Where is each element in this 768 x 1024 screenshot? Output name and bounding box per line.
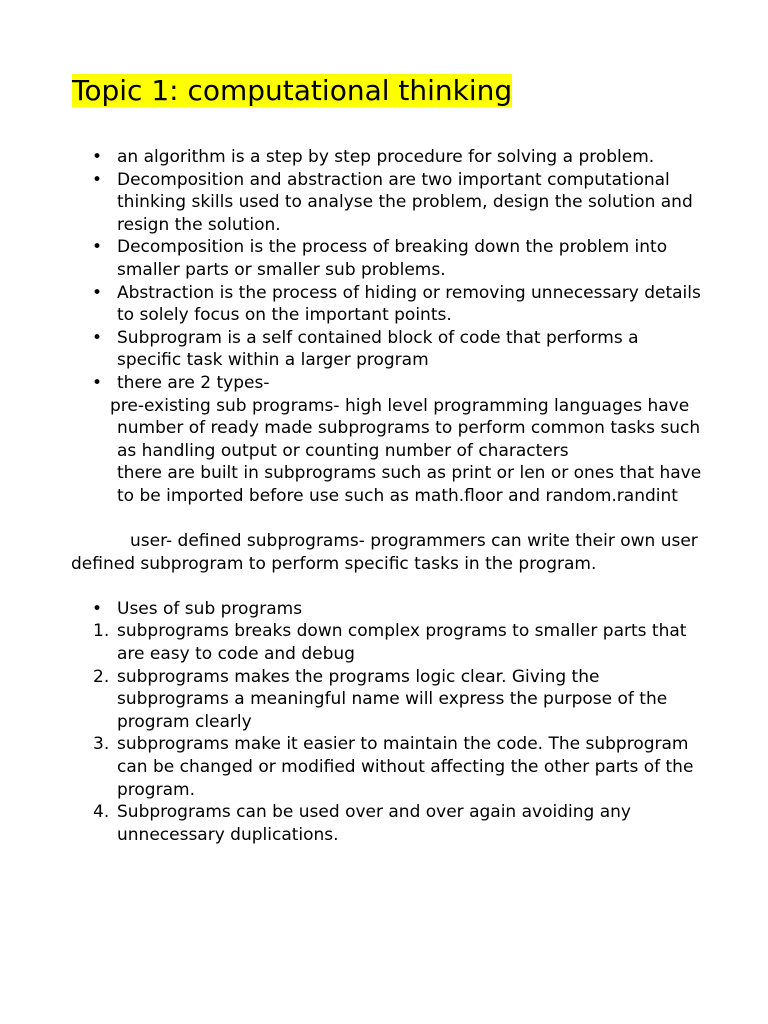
uses-numbered-list	[0, 620, 768, 846]
list-item	[0, 598, 768, 621]
bullet-marker: •	[92, 282, 103, 303]
bullet-marker: •	[92, 327, 103, 348]
numbered-item-text: subprograms breaks down complex programs to smaller parts that are easy to code and debug	[117, 621, 687, 665]
page-title	[70, 72, 514, 110]
list-item	[0, 372, 768, 395]
list-item	[0, 169, 768, 237]
spacer	[0, 508, 768, 531]
numbered-item-text: Subprograms can be used over and over again avoiding any unnecessary duplications.	[117, 802, 631, 845]
numbered-item-text: subprograms make it easier to maintain the code. The subprogram can be changed or modified without affecting the other parts of the program.	[117, 734, 694, 800]
list-item-text: there are 2 types-	[117, 372, 270, 393]
bullet-marker: •	[92, 169, 103, 190]
preexisting-subprograms-text: pre-existing sub programs- high level programming languages have number of ready made subprograms to perform common tasks such as handling output or counting number of characters	[110, 395, 701, 461]
numbered-item	[0, 620, 768, 665]
number-marker: 3.	[93, 734, 110, 755]
numbered-item-text: subprograms makes the programs logic clear. Giving the subprograms a meaningful name will express the purpose of the program clearly	[117, 666, 668, 732]
list-item	[0, 236, 768, 281]
list-item-text: Subprogram is a self contained block of code that performs a specific task within a larger program	[117, 327, 639, 371]
uses-heading: Uses of sub programs	[117, 598, 303, 619]
list-item	[0, 282, 768, 327]
bullet-marker: •	[92, 237, 103, 258]
list-item-text: Decomposition is the process of breaking down the problem into smaller parts or smaller sub problems.	[117, 237, 668, 280]
number-marker: 4.	[93, 802, 110, 823]
bullet-marker: •	[92, 372, 103, 393]
user-defined-subprograms-text: user- defined subprograms- programmers can write their own user defined subprogram to perform specific tasks in the program.	[71, 531, 698, 574]
numbered-item	[0, 666, 768, 734]
numbered-item	[0, 801, 768, 846]
uses-heading-list	[0, 598, 768, 621]
bullet-marker: •	[92, 598, 103, 619]
bullet-marker: •	[92, 147, 103, 167]
document-body	[0, 146, 768, 846]
list-item-text: Abstraction is the process of hiding or removing unnecessary details to solely focus on the important points.	[117, 282, 701, 326]
number-marker: 1.	[93, 621, 110, 642]
list-item-text: Decomposition and abstraction are two important computational thinking skills used to analyse the problem, design the solution and resign the solution.	[117, 169, 693, 235]
numbered-item	[0, 733, 768, 801]
spacer	[0, 575, 768, 598]
list-item-text: an algorithm is a step by step procedure for solving a problem.	[117, 147, 655, 167]
number-marker: 2.	[93, 666, 110, 687]
builtin-subprograms-text: there are built in subprograms such as print or len or ones that have to be imported before use such as math.floor and random.randint	[117, 463, 702, 506]
list-item	[0, 146, 768, 169]
bullet-list	[0, 146, 768, 395]
title-highlight: Topic 1: computational thinking	[72, 74, 513, 107]
list-item	[0, 327, 768, 372]
